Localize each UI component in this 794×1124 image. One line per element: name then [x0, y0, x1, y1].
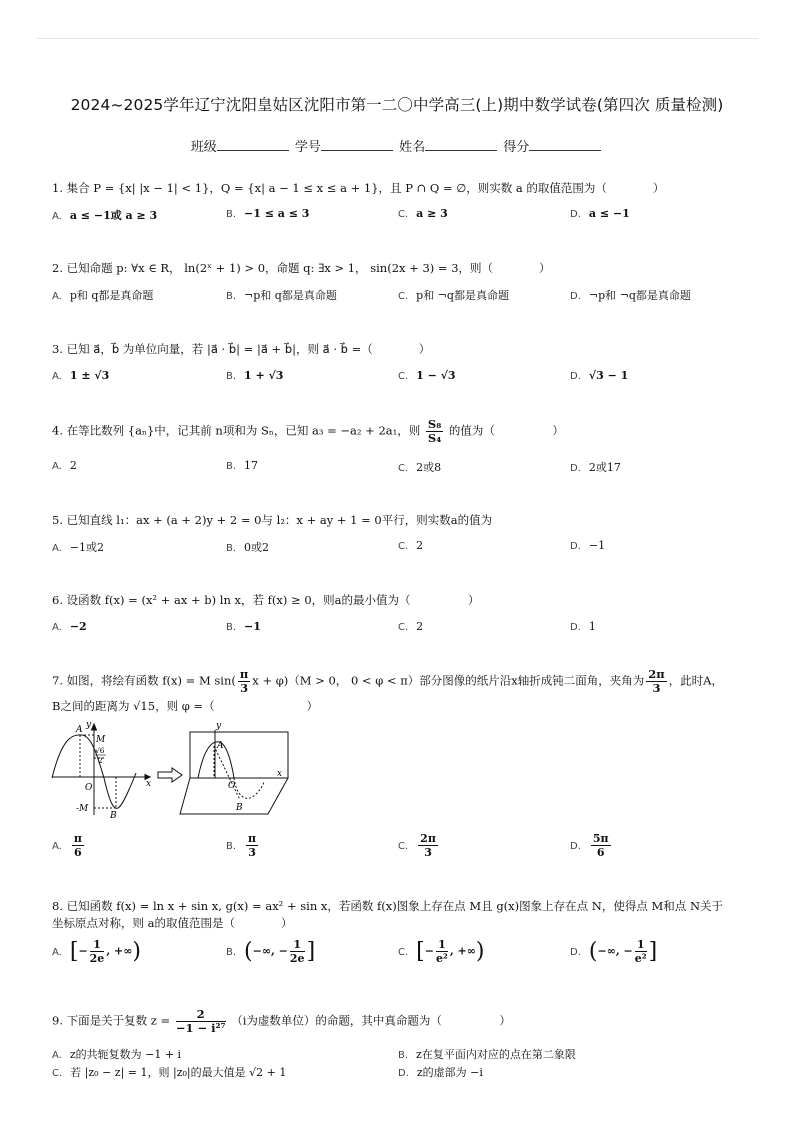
- ab-segment: [214, 746, 240, 800]
- option-text: −2: [69, 620, 87, 633]
- option-a[interactable]: [52, 539, 104, 555]
- option-prefix: −∞, −: [252, 944, 288, 958]
- option-text: 2或8: [416, 461, 442, 474]
- fraction-numerator: 1: [635, 938, 647, 952]
- option-key: D.: [570, 840, 581, 852]
- fold-arrow-icon: [158, 768, 182, 782]
- option-suffix: , +∞: [449, 944, 476, 958]
- option-prefix: −: [78, 944, 88, 958]
- question-number: 6.: [52, 593, 63, 607]
- option-text: z的虚部为 −i: [416, 1066, 483, 1079]
- option-key: C.: [398, 371, 409, 382]
- fraction-numerator: 1: [436, 938, 448, 952]
- option-key: C.: [398, 463, 409, 474]
- option-c[interactable]: [398, 832, 440, 859]
- fraction-numerator: π: [73, 832, 82, 845]
- option-a[interactable]: [52, 287, 153, 303]
- question-number: 8.: [52, 899, 63, 913]
- option-text: 2: [69, 459, 77, 472]
- fraction-denominator: e²: [435, 952, 448, 965]
- option-c[interactable]: [398, 369, 456, 382]
- question-4: [52, 418, 564, 445]
- bracket-open: (: [244, 939, 253, 964]
- option-text: 1 − √3: [416, 369, 456, 382]
- option-text: a ≤ −1: [588, 207, 630, 220]
- option-text: 0或2: [244, 541, 270, 554]
- option-fraction: [635, 938, 647, 965]
- option-c[interactable]: [398, 287, 509, 303]
- question-stem-tail: 的值为（ ）: [448, 423, 564, 438]
- option-b[interactable]: [226, 832, 260, 859]
- option-fraction: [246, 832, 258, 859]
- fraction-denominator: 3: [652, 681, 661, 695]
- option-a[interactable]: [52, 832, 86, 859]
- option-key: D.: [570, 371, 581, 382]
- fraction-numerator: π: [248, 832, 257, 845]
- question-number: 1.: [52, 181, 63, 195]
- question-5: [52, 512, 492, 528]
- option-key: A.: [52, 946, 62, 958]
- option-text: a ≥ 3: [416, 207, 448, 220]
- angle-fraction: [646, 668, 666, 695]
- option-text: 若 |z₀ − z| = 1，则 |z₀|的最大值是 √2 + 1: [70, 1066, 287, 1079]
- question-stem: 已知直线 l₁：ax + (a + 2)y + 2 = 0与 l₂：x + ay + 1 = 0平行，则实数a的值为: [66, 513, 493, 527]
- fraction-numerator: S₈: [427, 417, 442, 431]
- option-key: B.: [226, 543, 237, 554]
- folded-planes: [180, 730, 288, 814]
- option-key: C.: [398, 946, 409, 958]
- label-o: O: [85, 783, 93, 793]
- option-b[interactable]: [226, 539, 269, 555]
- option-key: B.: [398, 1050, 409, 1061]
- question-number: 3.: [52, 342, 63, 356]
- option-text: z在复平面内对应的点在第二象限: [416, 1048, 576, 1061]
- label-m: M: [96, 735, 106, 745]
- bracket-open: (: [588, 939, 598, 964]
- option-key: A.: [52, 291, 62, 302]
- option-key: C.: [398, 840, 409, 852]
- fraction-numerator: 2π: [420, 832, 436, 845]
- fraction-denominator: 6: [596, 846, 605, 859]
- score-blank[interactable]: [529, 138, 601, 151]
- fraction-denominator: 3: [424, 846, 432, 859]
- fraction-denominator: 6: [74, 846, 82, 859]
- option-text: z的共轭复数为 −1 + i: [69, 1048, 182, 1061]
- option-text: 2: [416, 620, 424, 633]
- info-label-score: 得分: [503, 140, 530, 155]
- option-key: D.: [570, 209, 581, 220]
- fraction-denominator: 3: [248, 846, 256, 859]
- question-stem: 下面是关于复数 z =: [66, 1013, 171, 1028]
- option-b[interactable]: [226, 459, 258, 472]
- fraction-denominator: 2e: [89, 952, 105, 965]
- option-fraction: [290, 938, 305, 965]
- option-d[interactable]: [570, 459, 621, 475]
- question-stem: 如图，将绘有函数 f(x) = M sin(: [66, 673, 236, 688]
- bracket-close: ]: [306, 939, 316, 964]
- option-a[interactable]: [52, 207, 157, 223]
- option-key: B.: [226, 622, 237, 633]
- y-axis-arrow: [92, 724, 97, 730]
- fold-label-y: y: [216, 721, 222, 731]
- option-text: 2或17: [588, 461, 621, 474]
- question-7: [52, 668, 723, 695]
- option-d[interactable]: [570, 938, 657, 965]
- fold-label-b: B: [236, 803, 243, 813]
- option-a[interactable]: [52, 620, 87, 633]
- option-text: ¬p和 q都是真命题: [244, 289, 337, 302]
- option-fraction: [90, 938, 105, 965]
- option-key: A.: [52, 622, 62, 633]
- option-fraction: [436, 938, 448, 965]
- option-key: B.: [226, 291, 237, 302]
- lower-curve: [234, 778, 264, 798]
- question-number: 9.: [52, 1013, 63, 1028]
- question-stem: 已知 a⃗，b⃗ 为单位向量，若 |a⃗ · b⃗| = |a⃗ + b⃗|，则 a⃗ · b⃗ =（ ）: [66, 342, 431, 356]
- option-a[interactable]: [52, 369, 109, 382]
- option-c[interactable]: [398, 207, 448, 220]
- question-6: [52, 592, 480, 608]
- option-d[interactable]: [570, 620, 596, 633]
- bracket-open: [: [69, 939, 79, 964]
- student-info-row: [0, 136, 794, 155]
- option-key: C.: [52, 1068, 63, 1079]
- info-label-name: 姓名: [399, 140, 426, 155]
- question-3: [52, 341, 430, 357]
- fraction-denominator: S₄: [427, 431, 442, 445]
- option-text: 17: [244, 459, 259, 472]
- question-number: 7.: [52, 673, 63, 688]
- option-a[interactable]: [52, 938, 141, 965]
- inner-fraction: [238, 668, 250, 695]
- fraction-denominator: e²: [634, 952, 647, 965]
- label-neg-m: -M: [76, 804, 89, 814]
- option-d[interactable]: [570, 369, 628, 382]
- info-label-id: 学号: [294, 140, 321, 155]
- option-a[interactable]: [52, 1046, 181, 1062]
- option-key: D.: [398, 1068, 409, 1079]
- question-8: [52, 898, 723, 914]
- option-d[interactable]: [398, 1064, 483, 1080]
- option-key: D.: [570, 946, 581, 958]
- option-key: B.: [226, 371, 237, 382]
- info-label-class: 班级: [190, 140, 217, 155]
- option-prefix: −∞, −: [597, 944, 633, 958]
- option-text: ¬p和 ¬q都是真命题: [588, 289, 691, 302]
- ratio-fraction: [426, 418, 443, 445]
- page-title: 2024~2025学年辽宁沈阳皇姑区沈阳市第一二〇中学高三(上)期中数学试卷(第四次 质量检测): [70, 96, 724, 114]
- option-b[interactable]: [226, 207, 309, 220]
- option-key: B.: [226, 209, 237, 220]
- option-text: 1: [588, 620, 596, 633]
- option-b[interactable]: [226, 369, 283, 382]
- option-key: B.: [226, 461, 237, 472]
- option-text: √3 − 1: [588, 369, 629, 382]
- fold-label-x: x: [277, 769, 283, 779]
- label-sqrt6: √6: [95, 746, 105, 755]
- option-suffix: , +∞: [106, 944, 133, 958]
- option-key: C.: [398, 541, 409, 552]
- option-text: −1: [588, 539, 606, 552]
- option-key: A.: [52, 211, 62, 222]
- question-stem: 已知命题 p: ∀x ∈ R， ln(2ˣ + 1) > 0，命题 q: ∃x > 1， sin(2x + 3) = 3，则（ ）: [66, 261, 551, 275]
- bracket-close: ): [475, 939, 485, 964]
- option-c[interactable]: [398, 459, 441, 475]
- option-key: B.: [226, 946, 237, 958]
- option-text: −1: [244, 620, 261, 633]
- option-c[interactable]: [398, 938, 484, 965]
- option-b[interactable]: [226, 287, 337, 303]
- fraction-numerator: 1: [290, 938, 305, 952]
- option-text: p和 q都是真命题: [69, 289, 154, 302]
- top-divider: [36, 38, 758, 39]
- option-b[interactable]: [226, 620, 261, 633]
- label-a: A: [76, 725, 83, 735]
- option-key: B.: [226, 840, 237, 852]
- option-b[interactable]: [226, 938, 315, 965]
- question-9: [52, 1008, 511, 1035]
- option-key: D.: [570, 463, 581, 474]
- fraction-denominator: −1 − i²⁷: [175, 1021, 226, 1035]
- question-number: 5.: [52, 513, 63, 527]
- option-key: A.: [52, 543, 62, 554]
- id-blank[interactable]: [321, 138, 393, 151]
- question-number: 4.: [52, 423, 63, 438]
- option-text: a ≤ −1或 a ≥ 3: [69, 209, 158, 222]
- fold-figure: [50, 718, 300, 818]
- option-d[interactable]: [570, 207, 630, 220]
- option-text: 1 + √3: [244, 369, 284, 382]
- fraction-numerator: 1: [90, 938, 105, 952]
- label-x: x: [146, 779, 152, 789]
- option-c[interactable]: [398, 539, 423, 552]
- option-key: D.: [570, 291, 581, 302]
- option-text: 2: [416, 539, 424, 552]
- bracket-close: ]: [648, 939, 658, 964]
- label-two: 2: [98, 756, 103, 765]
- question-stem-mid: x + φ)（M > 0， 0 < φ < π）部分图像的纸片沿x轴折成钝二面角，夹角为: [252, 673, 645, 688]
- question-stem: 集合 P = {x| |x − 1| < 1}，Q = {x| a − 1 ≤ x ≤ a + 1}，且 P ∩ Q = ∅，则实数 a 的取值范围为（ ）: [66, 181, 665, 195]
- fraction-denominator: 3: [240, 681, 249, 695]
- option-text: −1 ≤ a ≤ 3: [244, 207, 310, 220]
- option-prefix: −: [424, 944, 434, 958]
- option-fraction: [591, 832, 611, 859]
- option-text: −1或2: [69, 541, 105, 554]
- option-key: A.: [52, 461, 62, 472]
- class-blank[interactable]: [217, 138, 289, 151]
- fraction-numerator: 2π: [648, 667, 665, 681]
- fraction-numerator: 2: [176, 1008, 226, 1022]
- bracket-open: [: [416, 939, 425, 964]
- option-fraction: [72, 832, 84, 859]
- option-text: 1 ± √3: [69, 369, 110, 382]
- fold-label-a: A: [217, 741, 224, 751]
- option-key: A.: [52, 1050, 62, 1061]
- question-stem-tail: ，此时A，: [668, 673, 723, 688]
- option-c[interactable]: [52, 1064, 286, 1080]
- option-fraction: [418, 832, 438, 859]
- question-7-line-2: B之间的距离为 √15，则 φ =（ ）: [52, 699, 319, 713]
- option-key: A.: [52, 840, 62, 852]
- bracket-close: ): [132, 939, 141, 964]
- option-d[interactable]: [570, 832, 613, 859]
- fraction-numerator: π: [239, 667, 249, 681]
- option-d[interactable]: [570, 539, 605, 552]
- question-2: [52, 260, 551, 276]
- option-text: p和 ¬q都是真命题: [416, 289, 509, 302]
- label-y: y: [86, 720, 92, 730]
- question-number: 2.: [52, 261, 63, 275]
- option-key: A.: [52, 371, 62, 382]
- question-stem: 在等比数列 {aₙ}中，记其前 n项和为 Sₙ，已知 a₃ = −a₂ + 2a₁，则: [66, 423, 421, 438]
- fold-label-o: O: [228, 781, 236, 791]
- question-stem: 设函数 f(x) = (x² + ax + b) ln x，若 f(x) ≥ 0，则a的最小值为（ ）: [66, 593, 480, 607]
- question-stem-tail: （i为虚数单位）的命题，其中真命题为（ ）: [231, 1013, 511, 1028]
- option-key: D.: [570, 541, 581, 552]
- option-key: C.: [398, 209, 409, 220]
- upper-curve: [198, 742, 234, 778]
- option-key: C.: [398, 291, 409, 302]
- name-blank[interactable]: [425, 138, 497, 151]
- fraction-numerator: 5π: [592, 832, 609, 845]
- question-8-line-2: 坐标原点对称，则 a的取值范围是（ ）: [52, 916, 293, 930]
- option-a[interactable]: [52, 459, 77, 472]
- complex-fraction: [176, 1008, 226, 1035]
- option-key: C.: [398, 622, 409, 633]
- fraction-denominator: 2e: [289, 952, 305, 965]
- question-1: [52, 180, 664, 196]
- option-key: D.: [570, 622, 581, 633]
- question-stem: 已知函数 f(x) = ln x + sin x, g(x) = ax² + sin x，若函数 f(x)图象上存在点 M且 g(x)图象上存在点 N，使得点 M和点 N关于: [66, 899, 724, 913]
- label-b: B: [110, 811, 117, 818]
- option-d[interactable]: [570, 287, 691, 303]
- option-b[interactable]: [398, 1046, 576, 1062]
- option-c[interactable]: [398, 620, 423, 633]
